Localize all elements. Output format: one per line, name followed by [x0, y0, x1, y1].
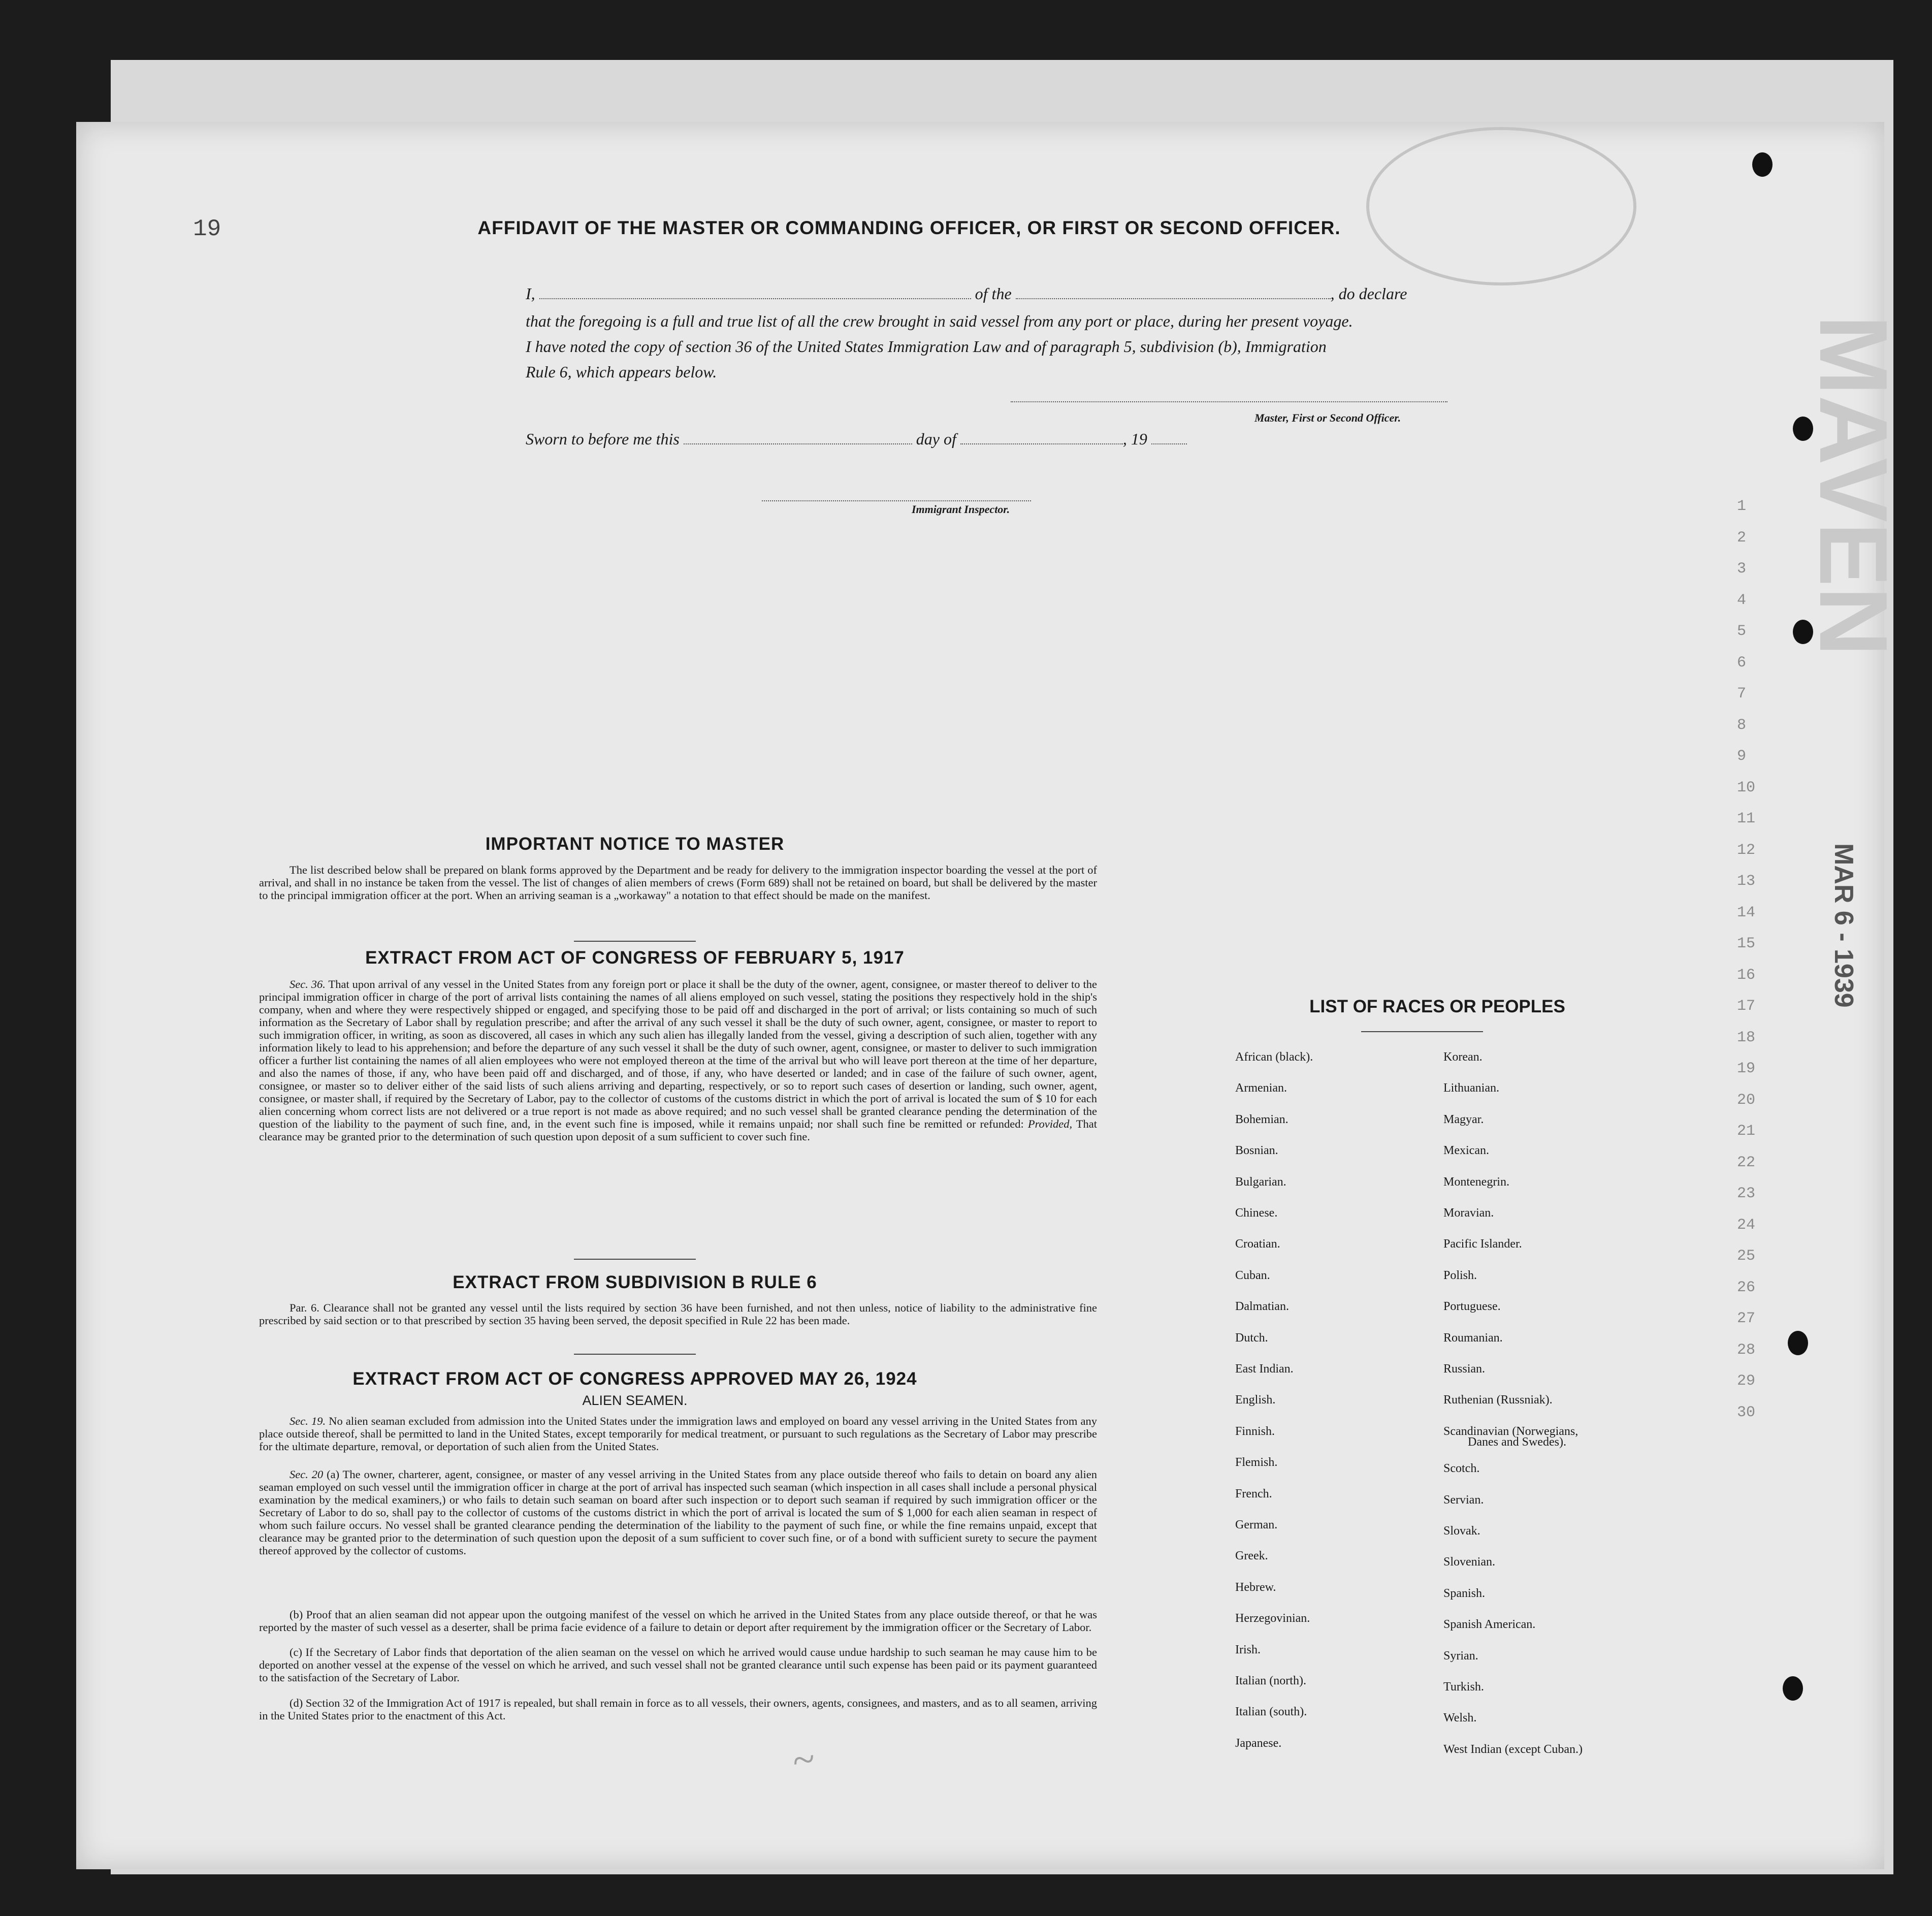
- race-item: Spanish American.: [1443, 1618, 1536, 1632]
- sec-19-label: Sec. 19.: [289, 1415, 326, 1427]
- race-item: Korean.: [1443, 1050, 1483, 1064]
- race-item: Bosnian.: [1235, 1144, 1278, 1158]
- sworn-day-blank: [684, 443, 912, 444]
- race-item: Roumanian.: [1443, 1331, 1503, 1345]
- sec-20a-text: [259, 1468, 1097, 1557]
- divider: [574, 1354, 696, 1355]
- affidavit-i: I,: [526, 284, 535, 303]
- race-item: East Indian.: [1235, 1362, 1294, 1376]
- race-item: Scandinavian (Norwegians,: [1443, 1424, 1579, 1438]
- master-caption: Master, First or Second Officer.: [1254, 411, 1401, 424]
- faint-oval-stamp: [1366, 127, 1636, 285]
- race-item: Hebrew.: [1235, 1580, 1276, 1594]
- declarant-name-blank: [539, 298, 971, 299]
- divider: [574, 1259, 696, 1260]
- notice-title: IMPORTANT NOTICE TO MASTER: [485, 834, 785, 854]
- row-number: 24: [1737, 1216, 1756, 1234]
- race-item: Russian.: [1443, 1362, 1486, 1376]
- row-number: 22: [1737, 1154, 1756, 1171]
- sec-20a-body: (a) The owner, charterer, agent, consignee, or master of any vessel arriving in the United States from any place outside thereof who fails to detain on board any alien seaman employed on such vessel until the immigration officer in charge at the port of arrival has inspected such seaman (which inspection in all cases shall include a personal physical examination by the medical examiners,) or who fails to detain such seaman on board after such inspection or to deport such seaman if required by such immigration officer or the Secretary of Labor to do so, shall pay to the collector of customs of the customs district in which the port of arrival is located the sum of $ 1,000 for each alien seaman in respect of whom such failure occurs. No vessel shall be granted clearance pending the determination of the liability to the payment of such fine, or while the fine remains unpaid, except that clearance may be granted prior to the determination of such question upon the deposit of a sum sufficient to cover such fine, or of a bond with sufficient surety to secure the payment thereof approved by the collector of customs.: [259, 1468, 1098, 1557]
- race-item: Bulgarian.: [1235, 1175, 1286, 1189]
- page-number: 19: [193, 216, 221, 242]
- races-title: LIST OF RACES OR PEOPLES: [1309, 997, 1565, 1016]
- row-number: 14: [1737, 904, 1756, 921]
- binder-hole: [1788, 1331, 1808, 1355]
- row-number: 13: [1737, 873, 1756, 890]
- proviso-text: That clearance may be granted prior to the determination of such question upon deposit of a sum sufficient to cover such fine.: [259, 1117, 1097, 1143]
- race-item: Welsh.: [1443, 1711, 1477, 1725]
- row-number: 28: [1737, 1341, 1756, 1359]
- row-number: 1: [1737, 498, 1747, 515]
- affidavit-do-declare: , do declare: [1330, 284, 1407, 303]
- race-item: Scotch.: [1443, 1462, 1480, 1476]
- vessel-name-blank: [1016, 298, 1331, 299]
- row-number: 20: [1737, 1091, 1756, 1109]
- row-number: 5: [1737, 623, 1747, 640]
- sec-36-label: Sec. 36.: [289, 978, 326, 991]
- affidavit-of-the: of the: [975, 284, 1012, 303]
- proviso-label: Provided,: [1027, 1117, 1073, 1130]
- row-number: 16: [1737, 966, 1756, 984]
- binder-hole: [1752, 152, 1773, 177]
- race-item: Polish.: [1443, 1268, 1477, 1282]
- sec-20-label: Sec. 20: [289, 1468, 324, 1481]
- race-item: Danes and Swedes).: [1468, 1435, 1566, 1449]
- row-number: 26: [1737, 1279, 1756, 1296]
- row-number: 3: [1737, 560, 1747, 578]
- row-number: 9: [1737, 748, 1747, 765]
- race-item: African (black).: [1235, 1050, 1313, 1064]
- date-stamp: MAR 6 - 1939: [1829, 843, 1858, 1008]
- divider: [574, 941, 696, 942]
- row-number: 11: [1737, 810, 1756, 827]
- race-item: Ruthenian (Russniak).: [1443, 1393, 1553, 1407]
- row-number: 30: [1737, 1403, 1756, 1421]
- divider: [1361, 1031, 1483, 1032]
- row-number: 6: [1737, 654, 1747, 672]
- row-number: 21: [1737, 1123, 1756, 1140]
- race-item: Magyar.: [1443, 1112, 1484, 1126]
- race-item: Cuban.: [1235, 1268, 1270, 1282]
- race-item: English.: [1235, 1393, 1276, 1407]
- affidavit-line-1: [526, 284, 1407, 303]
- affidavit-title: AFFIDAVIT OF THE MASTER OR COMMANDING OFFICER, OR FIRST OR SECOND OFFICER.: [477, 217, 1341, 238]
- race-item: Portuguese.: [1443, 1300, 1501, 1314]
- race-item: Slovak.: [1443, 1524, 1480, 1538]
- race-item: Lithuanian.: [1443, 1081, 1499, 1095]
- row-number: 4: [1737, 591, 1747, 609]
- race-item: German.: [1235, 1518, 1278, 1531]
- row-number: 29: [1737, 1372, 1756, 1390]
- race-item: French.: [1235, 1487, 1272, 1500]
- row-number: 23: [1737, 1185, 1756, 1202]
- row-number: 25: [1737, 1248, 1756, 1265]
- sec-20b-text: (b) Proof that an alien seaman did not appear upon the outgoing manifest of the vessel on which he arrived in the United States from any place outside thereof, or that he was reported by the master of such vessel as a deserter, shall be prima facie evidence of a failure to detain or deport after requirement by the immigration officer or the Secretary of Labor.: [259, 1608, 1097, 1634]
- binder-hole: [1783, 1676, 1803, 1701]
- race-item: Dalmatian.: [1235, 1300, 1289, 1314]
- faint-side-stamp: MAVEN: [1799, 315, 1907, 657]
- race-item: Syrian.: [1443, 1649, 1478, 1663]
- sworn-day-of: day of: [916, 430, 956, 448]
- extract-rule6-text: Par. 6. Clearance shall not be granted any vessel until the lists required by section 36 have been furnished, and not then unless, notice of liability to the administrative fine prescribed by said section or to that prescribed by section 35 having been served, the deposit specified in Rule 22 has been made.: [259, 1301, 1097, 1327]
- race-item: Japanese.: [1235, 1736, 1282, 1750]
- race-item: Pacific Islander.: [1443, 1237, 1522, 1251]
- race-item: Italian (north).: [1235, 1674, 1306, 1687]
- master-signature-blank: [1011, 401, 1447, 402]
- sworn-line: [526, 430, 1187, 449]
- extract-1924-subtitle: ALIEN SEAMEN.: [582, 1393, 688, 1408]
- race-item: Finnish.: [1235, 1424, 1275, 1438]
- row-number: 15: [1737, 935, 1756, 952]
- sworn-text: Sworn to before me this: [526, 430, 680, 448]
- race-item: Armenian.: [1235, 1081, 1287, 1095]
- affidavit-line-4: Rule 6, which appears below.: [526, 363, 717, 381]
- inspector-caption: Immigrant Inspector.: [912, 503, 1010, 516]
- race-item: Herzegovinian.: [1235, 1612, 1310, 1625]
- race-item: Chinese.: [1235, 1206, 1278, 1220]
- race-item: Irish.: [1235, 1643, 1261, 1656]
- notice-text: The list described below shall be prepared on blank forms approved by the Department and be ready for delivery to the immigration inspector boarding the vessel at the port of arrival, and shall in no instance be taken from the vessel. The list of changes of alien members of crews (Form 689) shall not be retained on board, but shall be delivered by the master to the principal immigration officer at the port. When an arriving seaman is a „workaway" a notation to that effect should be made on the manifest.: [259, 864, 1097, 902]
- row-number: 17: [1737, 998, 1756, 1015]
- sec-19-text: [259, 1415, 1097, 1453]
- race-item: Turkish.: [1443, 1680, 1484, 1694]
- race-item: West Indian (except Cuban.): [1443, 1742, 1583, 1756]
- row-number: 27: [1737, 1310, 1756, 1327]
- sec-20d-text: (d) Section 32 of the Immigration Act of 1917 is repealed, but shall remain in force as to all vessels, their owners, agents, consignees, and masters, and as to all seamen, arriving in the United States prior to the enactment of this Act.: [259, 1697, 1097, 1722]
- race-item: Dutch.: [1235, 1331, 1268, 1345]
- race-item: Spanish.: [1443, 1586, 1486, 1600]
- race-item: Greek.: [1235, 1549, 1268, 1563]
- row-number: 18: [1737, 1029, 1756, 1046]
- sworn-month-blank: [960, 443, 1123, 444]
- affidavit-line-2: that the foregoing is a full and true list of all the crew brought in said vessel from any port or place, during her present voyage.: [526, 312, 1353, 330]
- race-item: Montenegrin.: [1443, 1175, 1509, 1189]
- row-number: 2: [1737, 529, 1747, 547]
- race-item: Slovenian.: [1443, 1555, 1495, 1569]
- inspector-signature-blank: [762, 500, 1031, 501]
- sec-19-body: No alien seaman excluded from admission into the United States under the immigration laws and employed on board any vessel arriving in the United States from any place outside thereof, shall be permitted to land in the United States, except temporarily for medical treatment, or pursuant to such regulations as the Secretary of Labor may prescribe for the ultimate departure, removal, or deportation of such alien from the United States.: [259, 1415, 1097, 1453]
- extract-1917-title: EXTRACT FROM ACT OF CONGRESS OF FEBRUARY 5, 1917: [365, 948, 905, 968]
- extract-1924-title: EXTRACT FROM ACT OF CONGRESS APPROVED MAY 26, 1924: [352, 1369, 917, 1389]
- sworn-year-blank: [1151, 443, 1187, 444]
- race-item: Flemish.: [1235, 1456, 1278, 1470]
- row-number: 10: [1737, 779, 1756, 796]
- extract-1917-text: [259, 978, 1097, 1143]
- sworn-year: , 19: [1122, 430, 1147, 448]
- row-number: 7: [1737, 685, 1747, 702]
- extract-rule6-title: EXTRACT FROM SUBDIVISION B RULE 6: [453, 1272, 817, 1292]
- row-number: 19: [1737, 1060, 1756, 1077]
- sec-36-text: That upon arrival of any vessel in the United States from any foreign port or place it shall be the duty of the owner, agent, consignee, or master thereof to deliver to the principal immigration officer in charge of the port of arrival lists containing the names of all aliens employed on such vessel, stating the positions they respectively hold in the ship's company, when and where they were respectively shipped or engaged, and specifying those to be paid off and discharged in the port of arrival; or lists containing so much of such information as the Secretary of Labor shall by regulation prescribe; and after the arrival of any such vessel it shall be the duty of such owner, agent, consignee, or master to report to such immigration officer, in writing, as soon as discovered, all cases in which any such alien has illegally landed from the vessel, giving a description of such alien, together with any information likely to lead to his apprehension; and before the departure of any such vessel it shall be the duty of such owner, agent, consignee, or master to deliver to such immigration officer a further list containing the names of all alien employees who were not employed thereon at the time of the arrival but who will leave port thereon at the time of her departure, and also the names of those, if any, who have been paid off and discharged, and of those, if any, who have deserted or landed; and in case of the failure of such owner, agent, consignee, or master so to deliver either of the said lists of such aliens arriving and departing, respectively, or so to report such cases of desertion or landing, such owner, agent, consignee, or master shall, if required by the Secretary of Labor, pay to the collector of customs of the customs district in which the port of arrival is located the sum of $ 10 for each alien concerning whom correct lists are not delivered or a true report is not made as above required; and no such vessel shall be granted clearance pending the determination of the question of the liability to the payment of such fine, and, in the event such fine is imposed, while it remains unpaid; nor shall such fine be remitted or refunded:: [259, 978, 1097, 1130]
- race-item: Mexican.: [1443, 1144, 1489, 1158]
- affidavit-line-3: I have noted the copy of section 36 of the United States Immigration Law and of paragraph 5, subdivision (b), Immigration: [526, 337, 1327, 356]
- row-number: 12: [1737, 841, 1756, 859]
- race-item: Italian (south).: [1235, 1705, 1307, 1719]
- race-item: Servian.: [1443, 1493, 1484, 1507]
- faint-signature: ~: [789, 1736, 818, 1784]
- row-number: 8: [1737, 716, 1747, 734]
- race-item: Croatian.: [1235, 1237, 1280, 1251]
- race-item: Moravian.: [1443, 1206, 1494, 1220]
- race-item: Bohemian.: [1235, 1112, 1289, 1126]
- sec-20c-text: (c) If the Secretary of Labor finds that deportation of the alien seaman on the vessel on which he arrived would cause undue hardship to such seaman he may cause him to be deported on another vessel at the expense of the vessel on which he arrived, and such vessel shall not be granted clearance until such expense has been paid or its payment guaranteed to the satisfaction of the Secretary of Labor.: [259, 1646, 1097, 1684]
